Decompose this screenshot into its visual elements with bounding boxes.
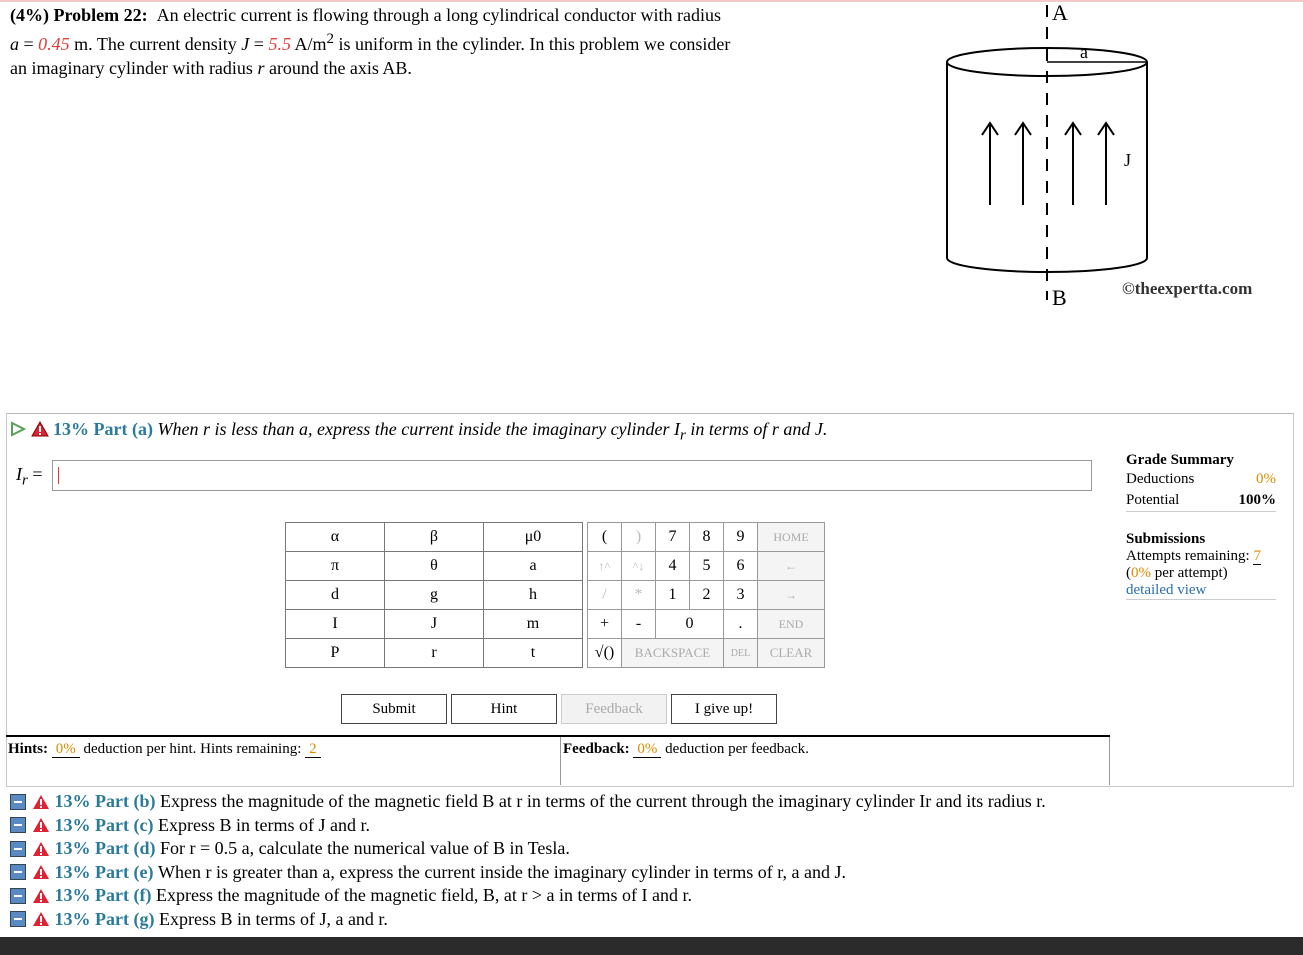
attempts-label: Attempts remaining: xyxy=(1126,548,1250,564)
key-h[interactable]: h xyxy=(484,581,583,610)
key-0[interactable]: 0 xyxy=(656,610,724,639)
input-label-I: I xyxy=(16,464,22,484)
hint-button[interactable]: Hint xyxy=(451,694,557,724)
key-sqrt[interactable]: √() xyxy=(588,639,622,668)
text-caret xyxy=(58,467,59,484)
potential-value: 100% xyxy=(1238,492,1276,508)
expand-icon[interactable] xyxy=(10,841,26,857)
part-g-percent: 13% Part (g) xyxy=(54,908,155,929)
submit-button[interactable]: Submit xyxy=(341,694,447,724)
key-a[interactable]: a xyxy=(484,552,583,581)
J-value: 5.5 xyxy=(268,34,291,54)
key-subscript[interactable]: ^↓ xyxy=(622,552,656,581)
key-g[interactable]: g xyxy=(385,581,484,610)
cylinder-figure xyxy=(930,0,1290,320)
feedback-label: Feedback: xyxy=(563,741,630,757)
hints-info xyxy=(8,741,321,758)
taskbar xyxy=(0,937,1303,955)
part-b-text: Express the magnitude of the magnetic field B at r in terms of the current through the imaginary cylinder Ir and its radius r. xyxy=(159,791,1046,812)
key-r[interactable]: r xyxy=(385,639,484,668)
copyright-text: ©theexpertta.com xyxy=(1122,279,1253,298)
key-beta[interactable]: β xyxy=(385,523,484,552)
key-divide[interactable]: / xyxy=(588,581,622,610)
hints-text: deduction per hint. Hints remaining: xyxy=(79,741,302,757)
part-g-row[interactable] xyxy=(10,908,1046,932)
key-right-arrow[interactable]: → xyxy=(758,581,825,610)
expand-icon[interactable] xyxy=(10,888,26,904)
key-open-paren[interactable]: ( xyxy=(588,523,622,552)
hints-deduction: 0% xyxy=(52,741,80,758)
key-t[interactable]: t xyxy=(484,639,583,668)
feedback-button[interactable]: Feedback xyxy=(561,694,667,724)
part-b-row[interactable] xyxy=(10,790,1046,814)
hints-feedback-bar xyxy=(6,735,1110,787)
key-I[interactable]: I xyxy=(286,610,385,639)
input-label xyxy=(16,464,43,490)
attempts-row xyxy=(1126,548,1276,565)
submissions-title: Submissions xyxy=(1126,531,1206,547)
key-P[interactable]: P xyxy=(286,639,385,668)
part-d-percent: 13% Part (d) xyxy=(54,838,156,859)
key-close-paren[interactable]: ) xyxy=(622,523,656,552)
key-8[interactable]: 8 xyxy=(690,523,724,552)
part-d-text: For r = 0.5 a, calculate the numerical value of B in Tesla. xyxy=(159,838,570,859)
input-label-sub: r xyxy=(22,472,28,489)
problem-text-3: A/m xyxy=(290,34,327,54)
potential-label: Potential xyxy=(1126,492,1180,508)
warning-icon xyxy=(32,794,50,810)
deductions-value: 0% xyxy=(1256,471,1276,487)
key-plus[interactable]: + xyxy=(588,610,622,639)
part-a-sub: r xyxy=(680,427,686,444)
key-clear[interactable]: CLEAR xyxy=(758,639,825,668)
key-3[interactable]: 3 xyxy=(724,581,758,610)
key-1[interactable]: 1 xyxy=(656,581,690,610)
detailed-view-link[interactable]: detailed view xyxy=(1126,582,1207,598)
expand-icon[interactable] xyxy=(10,864,26,880)
part-c-text: Express B in terms of J and r. xyxy=(157,814,370,835)
equals-sign-2: = xyxy=(249,34,269,54)
give-up-button[interactable]: I give up! xyxy=(671,694,777,724)
grade-summary xyxy=(1126,452,1276,600)
label-radius-a: a xyxy=(1080,42,1088,62)
label-A: A xyxy=(1052,0,1068,25)
part-a-percent: 13% Part (a) xyxy=(53,419,153,439)
key-pi[interactable]: π xyxy=(286,552,385,581)
per-attempt-open: ( xyxy=(1126,565,1131,581)
exponent: 2 xyxy=(326,31,334,47)
key-end[interactable]: END xyxy=(758,610,825,639)
warning-icon xyxy=(32,888,50,904)
problem-weight: (4%) xyxy=(10,5,49,25)
key-d[interactable]: d xyxy=(286,581,385,610)
key-7[interactable]: 7 xyxy=(656,523,690,552)
problem-text-6: around the axis AB. xyxy=(264,58,412,78)
var-a: a xyxy=(10,34,19,54)
problem-text-2: m. The current density xyxy=(69,34,242,54)
symbol-keypad xyxy=(285,522,583,668)
per-attempt-row xyxy=(1126,565,1276,582)
key-m[interactable]: m xyxy=(484,610,583,639)
a-value: 0.45 xyxy=(38,34,70,54)
key-5[interactable]: 5 xyxy=(690,552,724,581)
key-theta[interactable]: θ xyxy=(385,552,484,581)
deductions-row xyxy=(1126,469,1276,490)
expand-icon[interactable] xyxy=(10,911,26,927)
part-f-row[interactable] xyxy=(10,884,1046,908)
key-mu0[interactable]: μ0 xyxy=(484,523,583,552)
key-minus[interactable]: - xyxy=(622,610,656,639)
expand-arrow-icon[interactable] xyxy=(10,421,26,437)
key-backspace[interactable]: BACKSPACE xyxy=(622,639,724,668)
part-c-percent: 13% Part (c) xyxy=(54,814,154,835)
input-label-eq: = xyxy=(27,464,43,484)
key-del[interactable]: DEL xyxy=(724,639,758,668)
key-6[interactable]: 6 xyxy=(724,552,758,581)
problem-statement xyxy=(10,3,830,80)
part-e-percent: 13% Part (e) xyxy=(54,861,154,882)
label-B: B xyxy=(1052,285,1067,310)
key-dot[interactable]: . xyxy=(724,610,758,639)
key-superscript[interactable]: ↑^ xyxy=(588,552,622,581)
part-f-percent: 13% Part (f) xyxy=(54,885,152,906)
var-J: J xyxy=(241,34,250,54)
label-J: J xyxy=(1124,150,1132,170)
part-a-text: When r is less than a, express the current inside the imaginary cylinder I xyxy=(157,419,681,439)
part-b-percent: 13% Part (b) xyxy=(54,791,156,812)
part-f-text: Express the magnitude of the magnetic field, B, at r > a in terms of I and r. xyxy=(155,885,692,906)
key-4[interactable]: 4 xyxy=(656,552,690,581)
part-c-row[interactable] xyxy=(10,814,1046,838)
part-g-text: Express B in terms of J, a and r. xyxy=(158,908,388,929)
potential-row xyxy=(1126,490,1276,512)
part-a-text-end: in terms of r and J. xyxy=(685,419,828,439)
key-2[interactable]: 2 xyxy=(690,581,724,610)
warning-icon xyxy=(32,817,50,833)
warning-icon xyxy=(31,421,49,437)
key-alpha[interactable]: α xyxy=(286,523,385,552)
attempts-value: 7 xyxy=(1253,548,1261,564)
per-attempt-value: 0% xyxy=(1131,565,1151,581)
key-9[interactable]: 9 xyxy=(724,523,758,552)
problem-text-1: An electric current is flowing through a long cylindrical conductor with radius xyxy=(156,5,721,25)
warning-icon xyxy=(32,911,50,927)
per-attempt-close: per attempt) xyxy=(1151,565,1228,581)
number-keypad xyxy=(587,522,825,668)
feedback-deduction: 0% xyxy=(633,741,661,758)
grade-summary-title: Grade Summary xyxy=(1126,452,1234,468)
feedback-text: deduction per feedback. xyxy=(661,741,809,757)
hints-label: Hints: xyxy=(8,741,49,757)
hints-remaining: 2 xyxy=(305,741,321,758)
parts-list xyxy=(10,790,1046,931)
key-left-arrow[interactable]: ← xyxy=(758,552,825,581)
key-home[interactable]: HOME xyxy=(758,523,825,552)
equals-sign: = xyxy=(19,34,39,54)
warning-icon xyxy=(32,864,50,880)
expand-icon[interactable] xyxy=(10,817,26,833)
key-multiply[interactable]: * xyxy=(622,581,656,610)
part-d-row[interactable] xyxy=(10,837,1046,861)
var-r: r xyxy=(257,58,265,78)
answer-input[interactable] xyxy=(52,460,1092,491)
part-a-header[interactable] xyxy=(10,419,827,445)
deductions-label: Deductions xyxy=(1126,471,1195,487)
problem-text-5: an imaginary cylinder with radius xyxy=(10,58,258,78)
feedback-info xyxy=(560,737,1110,785)
problem-text-4: is uniform in the cylinder. In this problem we consider xyxy=(333,34,731,54)
part-e-text: When r is greater than a, express the current inside the imaginary cylinder in terms of r, a and J. xyxy=(157,861,847,882)
part-e-row[interactable] xyxy=(10,861,1046,885)
warning-icon xyxy=(32,841,50,857)
problem-title: Problem 22: xyxy=(53,5,148,25)
key-J[interactable]: J xyxy=(385,610,484,639)
expand-icon[interactable] xyxy=(10,794,26,810)
